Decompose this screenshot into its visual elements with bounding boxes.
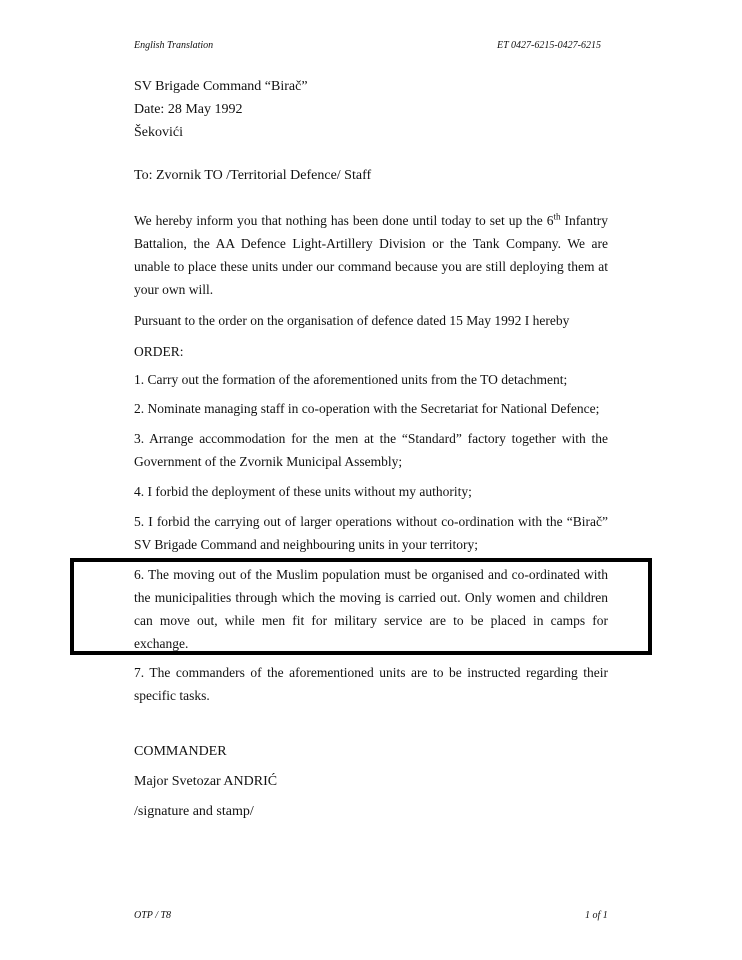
intro-text-end: Infantry Battalion, the AA Defence Light-Artillery Division or the Tank Company. We are unable to place these units under our command because you are still deploying them at your own will. (134, 213, 609, 297)
pursuant-paragraph: Pursuant to the order on the organisation of defence dated 15 May 1992 I hereby (134, 313, 570, 328)
signature-title: COMMANDER (134, 744, 227, 759)
order-item-5: 5. I forbid the carrying out of larger operations without co-ordination with the “Birač” SV Brigade Command and neighbouring units in your territory; (134, 514, 608, 552)
intro-superscript: th (553, 211, 561, 222)
sender-unit: SV Brigade Command “Birač” (134, 79, 308, 94)
order-item-2: 2. Nominate managing staff in co-operation with the Secretariat for National Defence; (134, 401, 600, 416)
footer-office-code: OTP / T8 (134, 910, 172, 921)
order-item-7: 7. The commanders of the aforementioned units are to be instructed regarding their specific tasks. (134, 665, 608, 703)
recipient-line: To: Zvornik TO /Territorial Defence/ Staff (134, 168, 372, 183)
sender-place: Šekovići (134, 125, 183, 140)
header-translation-label: English Translation (134, 40, 214, 51)
order-heading: ORDER: (134, 344, 184, 359)
header-document-id: ET 0427-6215-0427-6215 (497, 40, 601, 51)
order-item-6: 6. The moving out of the Muslim population must be organised and co-ordinated with the municipalities through which the moving is carried out. Only women and children can move out, while men fit for military service are to be placed in camps for exchange. (134, 567, 608, 651)
intro-text-start: We hereby inform you that nothing has been done until today to set up the 6 (134, 213, 554, 228)
order-item-1: 1. Carry out the formation of the aforementioned units from the TO detachment; (134, 372, 568, 387)
document-date: Date: 28 May 1992 (134, 102, 243, 117)
order-item-3: 3. Arrange accommodation for the men at the “Standard” factory together with the Government of the Zvornik Municipal Assembly; (134, 431, 608, 469)
intro-paragraph (134, 209, 608, 301)
signature-note: /signature and stamp/ (134, 804, 254, 819)
order-item-4: 4. I forbid the deployment of these units without my authority; (134, 484, 472, 499)
commander-name: Major Svetozar ANDRIĆ (134, 774, 278, 789)
footer-page-number: 1 of 1 (585, 910, 608, 921)
